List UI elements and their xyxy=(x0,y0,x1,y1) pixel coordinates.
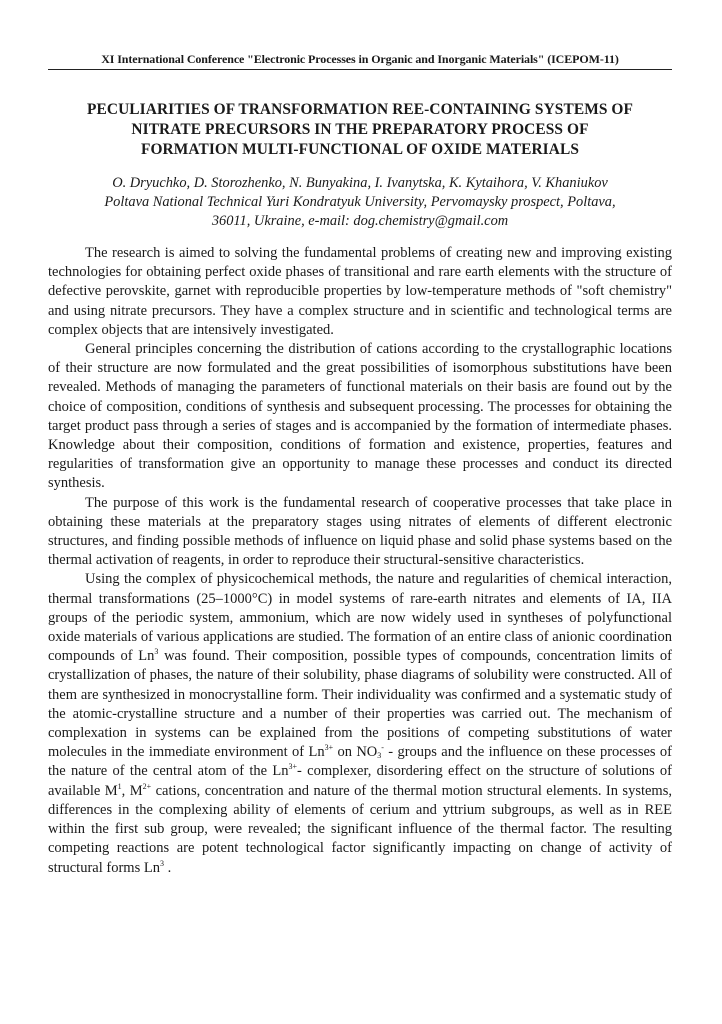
p4-text-c: on NO xyxy=(333,744,378,761)
paragraph-2: General principles concerning the distribution of cations according to the crystallographic locations of their structure are now formulated and the great possibilities of isomorphous substitutions have been revealed. Methods of managing the parameters of functional materials on their basis are found out by the choice of composition, conditions of synthesis and subsequent processing. The processes for obtaining the target product pass through a series of stages and is accompanied by the formation of intermediate phases. Knowledge about their composition, conditions of formation and existence, properties, features and regularities of transformation give an opportunity to manage these processes and conduct its directed synthesis. xyxy=(48,341,672,492)
p4-sup-b: 3+ xyxy=(324,743,334,753)
paper-page xyxy=(48,52,672,878)
affiliation-line-1: Poltava National Technical Yuri Kondratyuk University, Pervomaysky prospect, Poltava, xyxy=(104,194,616,210)
p4-sup-f: 2+ xyxy=(142,781,152,791)
p4-text-a: Using the complex of physicochemical methods, the nature and regularities of chemical interaction, thermal transformations (25–1000°C) in model systems of rare-earth nitrates and elements of IA, IIA groups of the periodic system, ammonium, which are now widely used in syntheses of polyfunctional oxide materials of various applications are studied. The formation of an entire class of anionic coordination compounds of Ln xyxy=(48,571,672,665)
p4-sup-e: 1 xyxy=(117,781,122,791)
p4-text-b: was found. Their composition, possible types of compounds, concentration limits of crystallization of phases, the nature of their solubility, phase diagrams of solubility were constructed. All of them are synthesized in monocrystalline form. Their individuality was confirmed and a systematic study of the atomic-crystalline structure and a number of their properties was carried out. The mechanism of complexation in systems can be explained from the positions of competing substitutions of water molecules in the immediate environment of Ln xyxy=(48,648,673,761)
paragraph-3: The purpose of this work is the fundamental research of cooperative processes that take place in obtaining these materials at the preparatory stages using nitrates of elements of different electronic structures, and finding possible methods of influence on liquid phase and solid phase systems based on the thermal activation of reagents, in order to reproduce their structural-sensitive characteristics. xyxy=(48,494,672,569)
p4-text-h: . xyxy=(163,859,172,876)
p4-text-f: , M xyxy=(121,782,143,799)
paragraph-1: The research is aimed to solving the fundamental problems of creating new and improving existing technologies for obtaining perfect oxide phases of transitional and rare earth elements with the structure of defective perovskite, garnet with reproducible properties by low-temperature methods of "soft chemistry" and using nitrate precursors. They have a complex structure and in scientific and technological terms are complex objects that are intensively investigated. xyxy=(48,245,672,338)
p4-sup-c: - xyxy=(381,743,384,753)
p4-text-e: - complexer, disordering effect on the structure of solutions of available M xyxy=(48,763,673,799)
title-line-3: FORMATION MULTI-FUNCTIONAL OF OXIDE MATERIALS xyxy=(140,141,580,158)
title-line-1: PECULIARITIES OF TRANSFORMATION REE-CONTAINING SYSTEMS OF xyxy=(86,101,633,118)
p4-sub-c: 3 xyxy=(377,751,382,761)
paragraph-4 xyxy=(48,570,672,877)
p4-text-g: cations, concentration and nature of the thermal motion structural elements. In systems, differences in the complexing ability of elements of cerium and yttrium subgroups, as well as in REE within the first sub group, were revealed; the significant influence of the thermal factor. The resulting competing reactions are potent technological factor significantly impacting on change of activity of structural forms Ln xyxy=(48,782,672,876)
p4-text-d: - groups and the influence on these processes of the nature of the central atom of the Ln xyxy=(48,744,672,780)
paper-title xyxy=(48,100,672,160)
p4-sup-a: 3 xyxy=(154,647,159,657)
affiliation-line-2: 36011, Ukraine, e-mail: dog.chemistry@gmail.com xyxy=(211,213,509,229)
p4-sup-g: 3 xyxy=(159,858,164,868)
author-block xyxy=(48,174,672,231)
title-line-2: NITRATE PRECURSORS IN THE PREPARATORY PROCESS OF xyxy=(131,121,589,138)
conference-running-head: XI International Conference "Electronic Processes in Organic and Inorganic Materials" (ICEPOM-11) xyxy=(48,52,672,70)
author-names: O. Dryuchko, D. Storozhenko, N. Bunyakina, I. Ivanytska, K. Kytaihora, V. Khaniukov xyxy=(112,175,608,191)
p4-sup-d: 3+ xyxy=(288,762,297,772)
abstract-body xyxy=(48,244,672,878)
